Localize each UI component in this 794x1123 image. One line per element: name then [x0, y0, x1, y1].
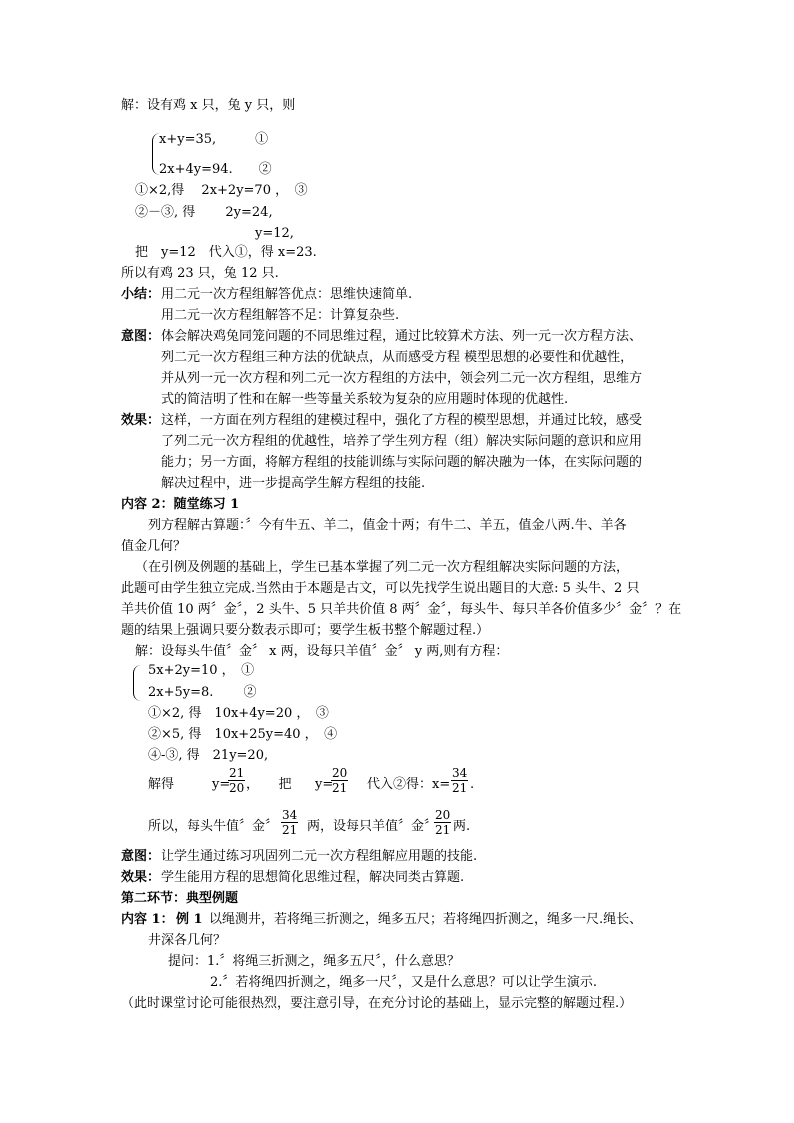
conclusion-part-2: 两，设每只羊值〞金〞 [307, 819, 438, 834]
denominator: 21 [282, 823, 298, 837]
example-label: 例 1 [176, 912, 203, 927]
intent-line: 列二元一次方程组三种方法的优缺点，从而感受方程 模型思想的必要性和优越性， [161, 350, 634, 365]
intent-line: 并从列一元一次方程和列二元一次方程组的方法中，领会列二元一次方程组，思维方 [161, 371, 643, 386]
period: . [470, 777, 475, 792]
step-3: y=12, [255, 226, 294, 241]
intent-line: 体会解决鸡兔同笼问题的不同思维过程，通过比较算术方法、列一元一次方程方法、 [161, 329, 643, 344]
content-1-label: 内容 1： [121, 912, 174, 927]
step-3: ④-③, 得 21y=20, [148, 748, 269, 763]
substitute-label: ， 把 [246, 777, 292, 792]
summary-label: 小结： [121, 287, 161, 302]
solution-intro: 解：设有鸡 x 只，兔 y 只，则 [121, 98, 296, 113]
answer-line: 所以有鸡 23 只，兔 12 只. [121, 266, 279, 281]
equation-1: x+y=35, ① [159, 132, 269, 147]
example-text: 井深各几何？ [148, 933, 227, 948]
substitute-into-2: 代入②得：x= [367, 777, 451, 792]
intent-label: 意图： [121, 849, 161, 864]
numerator: 34 [452, 766, 468, 780]
problem-line: 列方程解古算题：〞今有牛五、羊二，值金十两；有牛二、羊五，值金八两.牛、羊各 [148, 518, 627, 533]
equation-brace [133, 665, 141, 701]
effect-line: 了列二元一次方程组的优越性，培养了学生列方程（组）解决实际问题的意识和应用 [161, 434, 643, 449]
note-line: 题的结果上强调只要分数表示即可；要学生板书整个解题过程.） [121, 623, 490, 638]
equation-2: 2x+5y=8. ② [148, 685, 257, 700]
solution-intro: 解：设每头牛值〞金〞 x 两，设每只羊值〞金〞 y 两,则有方程： [135, 644, 509, 659]
summary-line-2: 用二元一次方程组解答不足：计算复杂些. [161, 308, 400, 323]
fraction-x-value [451, 766, 468, 795]
note-line: （在引例及例题的基础上，学生已基本掌握了列二元一次方程组解决实际问题的方法， [135, 560, 630, 575]
numerator: 20 [435, 808, 451, 822]
denominator: 21 [435, 823, 451, 837]
effect-label: 效果： [121, 413, 161, 428]
content-2-heading: 内容 2：随堂练习 1 [121, 497, 240, 512]
y-equals: y= [212, 777, 231, 792]
summary-line-1: 用二元一次方程组解答优点：思维快速简单. [161, 287, 413, 302]
fraction-sheep-value [434, 808, 451, 837]
note-line: 羊共价值 10 两〞金〞，2 头牛、5 只羊共价值 8 两〞金〞，每头牛、每只羊各价值多少〞金〞？在 [121, 602, 682, 617]
example-text: 以绳测井，若将绳三折测之，绳多五尺；若将绳四折测之，绳多一尺.绳长、 [196, 912, 643, 927]
fraction-y-value [331, 766, 348, 795]
step-2: ②－③, 得 2y=24, [135, 205, 273, 220]
equation-1: 5x+2y=10 ， ① [148, 663, 255, 678]
denominator: 21 [452, 781, 468, 795]
effect-line: 这样，一方面在列方程组的建模过程中，强化了方程的模型思想，并通过比较，感受 [161, 413, 643, 428]
equation-2: 2x+4y=94. ② [159, 162, 272, 177]
problem-line: 值金几何？ [121, 539, 187, 554]
y-equals: y= [315, 777, 334, 792]
numerator: 21 [229, 766, 245, 780]
step-2: ②×5, 得 10x+25y=40 ， ④ [148, 727, 338, 742]
step-4: 把 y=12 代入①，得 x=23. [135, 245, 317, 260]
discussion-note: （此时课堂讨论可能很热烈，要注意引导，在充分讨论的基础上，显示完整的解题过程.） [121, 996, 633, 1011]
solve-label: 解得 [148, 777, 175, 792]
effect-text: 学生能用方程的思想简化思维过程，解决同类古算题. [161, 870, 465, 885]
effect-line: 解决过程中，进一步提高学生解方程组的技能. [161, 476, 426, 491]
intent-label: 意图： [121, 329, 161, 344]
conclusion-part-1: 所以，每头牛值〞金〞 [148, 819, 279, 834]
fraction-cow-value [281, 808, 298, 837]
numerator: 34 [282, 808, 298, 822]
section-heading: 第二环节：典型例题 [121, 891, 239, 906]
effect-line: 能力；另一方面，将解方程组的技能训练与实际问题的解决融为一体，在实际问题的 [161, 455, 643, 470]
step-1: ①×2,得 2x+2y=70 ， ③ [135, 183, 308, 198]
question-2: 2.〞若将绳四折测之，绳多一尺〞，又是什么意思？可以让学生演示. [210, 975, 598, 990]
intent-text: 让学生通过练习巩固列二元一次方程组解应用题的技能. [161, 849, 478, 864]
step-1: ①×2, 得 10x+4y=20 ， ③ [148, 706, 329, 721]
effect-label: 效果： [121, 870, 161, 885]
fraction-y-value [228, 766, 245, 795]
intent-line: 式的简洁明了性和在解一些等量关系较为复杂的应用题时体现的优越性. [161, 392, 569, 407]
note-line: 此题可由学生独立完成.当然由于本题是古文，可以先找学生说出题目的大意: 5 头牛、2 只 [121, 581, 640, 596]
denominator: 20 [229, 781, 245, 795]
question-1: 提问：1.〞将绳三折测之，绳多五尺〞，什么意思？ [168, 954, 460, 969]
numerator: 20 [332, 766, 348, 780]
denominator: 21 [332, 781, 348, 795]
conclusion-part-3: 两. [453, 819, 471, 834]
